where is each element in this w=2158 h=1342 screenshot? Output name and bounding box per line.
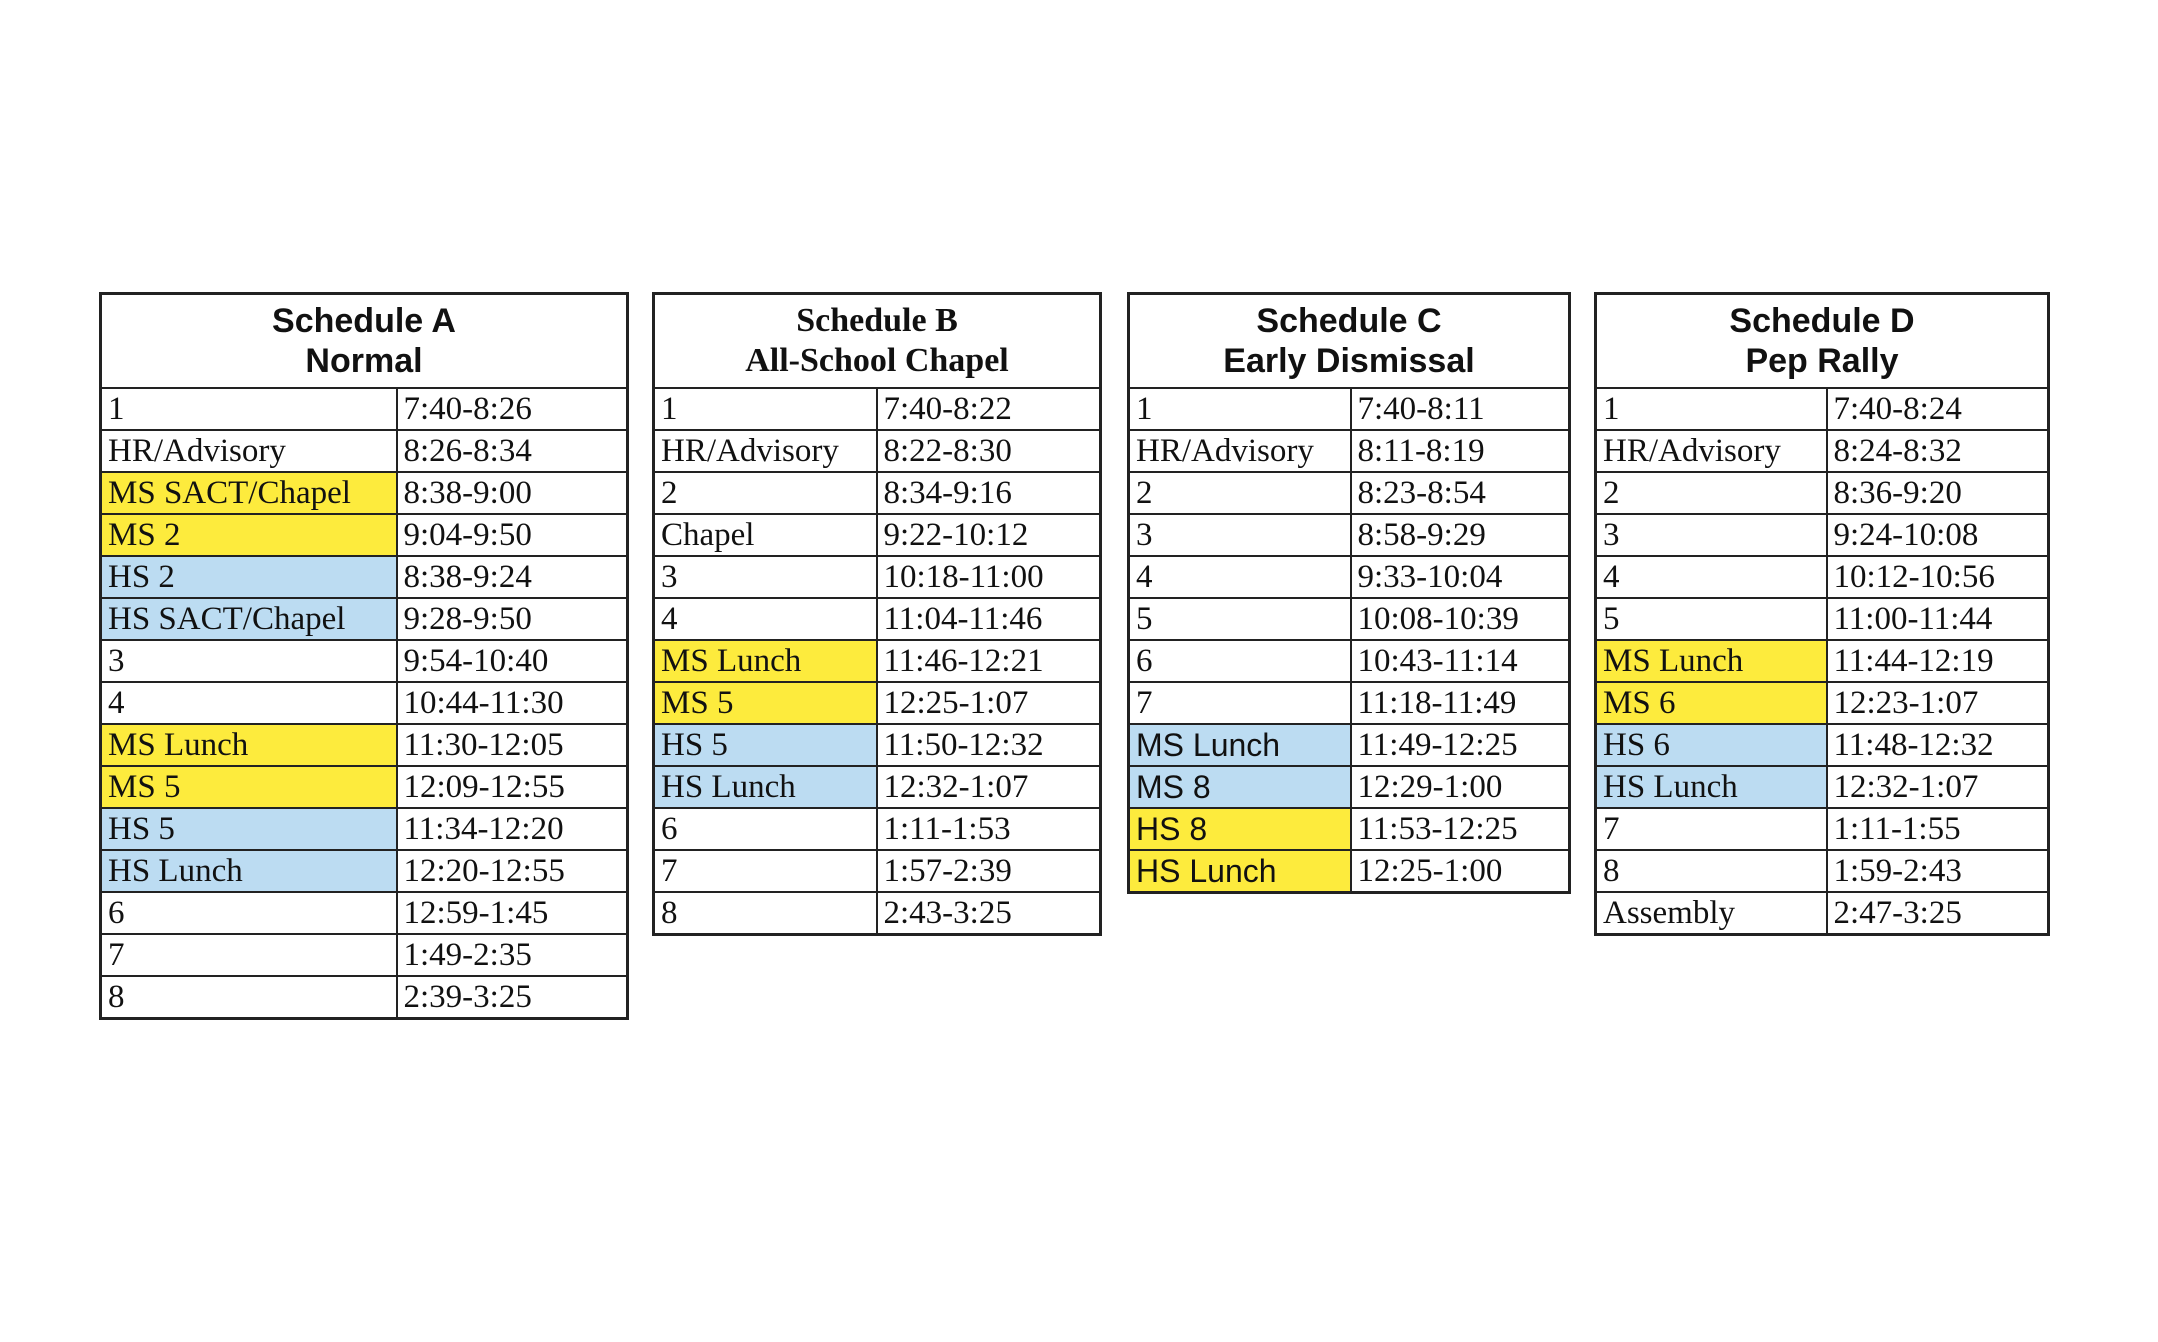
table-row bbox=[101, 766, 628, 808]
time-cell: 9:33-10:04 bbox=[1351, 556, 1570, 598]
period-cell: 5 bbox=[1596, 598, 1827, 640]
schedule-c-title: Schedule C bbox=[1256, 302, 1442, 340]
table-row bbox=[1596, 640, 2049, 682]
time-cell: 11:50-12:32 bbox=[877, 724, 1101, 766]
period-cell: HS Lunch bbox=[101, 850, 397, 892]
schedule-d-title: Schedule D bbox=[1729, 302, 1915, 340]
period-cell: 4 bbox=[1596, 556, 1827, 598]
time-cell: 11:53-12:25 bbox=[1351, 808, 1570, 850]
time-cell: 1:11-1:55 bbox=[1827, 808, 2049, 850]
time-cell: 11:00-11:44 bbox=[1827, 598, 2049, 640]
table-row bbox=[654, 598, 1101, 640]
table-row bbox=[101, 388, 628, 430]
period-cell: MS 8 bbox=[1129, 766, 1351, 808]
table-row bbox=[1129, 514, 1570, 556]
table-row bbox=[654, 388, 1101, 430]
time-cell: 8:38-9:00 bbox=[397, 472, 628, 514]
time-cell: 12:09-12:55 bbox=[397, 766, 628, 808]
period-cell: 8 bbox=[654, 892, 877, 935]
period-cell: 2 bbox=[654, 472, 877, 514]
table-row bbox=[101, 724, 628, 766]
schedule-a-table bbox=[99, 292, 629, 1020]
time-cell: 8:11-8:19 bbox=[1351, 430, 1570, 472]
time-cell: 11:46-12:21 bbox=[877, 640, 1101, 682]
time-cell: 7:40-8:11 bbox=[1351, 388, 1570, 430]
time-cell: 1:57-2:39 bbox=[877, 850, 1101, 892]
time-cell: 10:08-10:39 bbox=[1351, 598, 1570, 640]
table-row bbox=[1129, 472, 1570, 514]
period-cell: HR/Advisory bbox=[101, 430, 397, 472]
time-cell: 7:40-8:22 bbox=[877, 388, 1101, 430]
schedule-b-header bbox=[654, 294, 1101, 389]
table-row bbox=[101, 556, 628, 598]
period-cell: 7 bbox=[654, 850, 877, 892]
schedule-a-header bbox=[101, 294, 628, 389]
schedule-c-subtitle: Early Dismissal bbox=[1223, 342, 1475, 380]
period-cell: MS 5 bbox=[101, 766, 397, 808]
time-cell: 9:54-10:40 bbox=[397, 640, 628, 682]
time-cell: 10:12-10:56 bbox=[1827, 556, 2049, 598]
table-row bbox=[101, 430, 628, 472]
time-cell: 8:38-9:24 bbox=[397, 556, 628, 598]
time-cell: 9:24-10:08 bbox=[1827, 514, 2049, 556]
table-row bbox=[1596, 808, 2049, 850]
schedule-a-title: Schedule A bbox=[272, 302, 456, 340]
period-cell: MS 2 bbox=[101, 514, 397, 556]
time-cell: 12:29-1:00 bbox=[1351, 766, 1570, 808]
table-row bbox=[654, 430, 1101, 472]
schedule-d-subtitle: Pep Rally bbox=[1745, 342, 1899, 380]
time-cell: 11:04-11:46 bbox=[877, 598, 1101, 640]
table-row bbox=[654, 850, 1101, 892]
period-cell: HR/Advisory bbox=[654, 430, 877, 472]
time-cell: 8:24-8:32 bbox=[1827, 430, 2049, 472]
period-cell: 8 bbox=[1596, 850, 1827, 892]
table-row bbox=[1129, 430, 1570, 472]
time-cell: 11:49-12:25 bbox=[1351, 724, 1570, 766]
table-row bbox=[1129, 766, 1570, 808]
time-cell: 2:43-3:25 bbox=[877, 892, 1101, 935]
table-row bbox=[101, 472, 628, 514]
time-cell: 9:22-10:12 bbox=[877, 514, 1101, 556]
table-row bbox=[1596, 892, 2049, 935]
schedule-c-header bbox=[1129, 294, 1570, 389]
time-cell: 8:36-9:20 bbox=[1827, 472, 2049, 514]
schedule-b-subtitle: All-School Chapel bbox=[745, 342, 1009, 379]
period-cell: HS Lunch bbox=[1596, 766, 1827, 808]
time-cell: 9:04-9:50 bbox=[397, 514, 628, 556]
period-cell: 2 bbox=[1129, 472, 1351, 514]
table-row bbox=[101, 892, 628, 934]
period-cell: MS 6 bbox=[1596, 682, 1827, 724]
table-row bbox=[654, 808, 1101, 850]
period-cell: 3 bbox=[1596, 514, 1827, 556]
schedule-a-subtitle: Normal bbox=[305, 342, 423, 380]
table-row bbox=[1596, 388, 2049, 430]
time-cell: 8:22-8:30 bbox=[877, 430, 1101, 472]
table-row bbox=[101, 934, 628, 976]
schedule-b-title: Schedule B bbox=[796, 302, 958, 339]
period-cell: 6 bbox=[101, 892, 397, 934]
schedule-c-table bbox=[1127, 292, 1571, 894]
period-cell: 7 bbox=[101, 934, 397, 976]
time-cell: 12:20-12:55 bbox=[397, 850, 628, 892]
table-row bbox=[101, 976, 628, 1019]
table-row bbox=[1596, 766, 2049, 808]
table-row bbox=[1129, 598, 1570, 640]
time-cell: 2:39-3:25 bbox=[397, 976, 628, 1019]
period-cell: MS Lunch bbox=[101, 724, 397, 766]
period-cell: 4 bbox=[1129, 556, 1351, 598]
time-cell: 9:28-9:50 bbox=[397, 598, 628, 640]
period-cell: 1 bbox=[654, 388, 877, 430]
table-row bbox=[1596, 598, 2049, 640]
table-row bbox=[1129, 556, 1570, 598]
table-row bbox=[101, 850, 628, 892]
period-cell: MS Lunch bbox=[654, 640, 877, 682]
table-row bbox=[1129, 724, 1570, 766]
table-row bbox=[1596, 472, 2049, 514]
period-cell: HS 2 bbox=[101, 556, 397, 598]
period-cell: 6 bbox=[1129, 640, 1351, 682]
table-row bbox=[1596, 430, 2049, 472]
period-cell: MS Lunch bbox=[1596, 640, 1827, 682]
schedule-b-table bbox=[652, 292, 1102, 936]
period-cell: MS Lunch bbox=[1129, 724, 1351, 766]
table-row bbox=[654, 472, 1101, 514]
period-cell: 8 bbox=[101, 976, 397, 1019]
table-row bbox=[654, 892, 1101, 935]
table-row bbox=[1596, 514, 2049, 556]
period-cell: 7 bbox=[1129, 682, 1351, 724]
time-cell: 1:49-2:35 bbox=[397, 934, 628, 976]
table-row bbox=[1129, 808, 1570, 850]
period-cell: HS Lunch bbox=[1129, 850, 1351, 893]
time-cell: 12:23-1:07 bbox=[1827, 682, 2049, 724]
table-row bbox=[1596, 556, 2049, 598]
time-cell: 12:32-1:07 bbox=[877, 766, 1101, 808]
time-cell: 12:25-1:07 bbox=[877, 682, 1101, 724]
table-row bbox=[1596, 724, 2049, 766]
time-cell: 11:30-12:05 bbox=[397, 724, 628, 766]
period-cell: 5 bbox=[1129, 598, 1351, 640]
table-row bbox=[654, 640, 1101, 682]
time-cell: 11:18-11:49 bbox=[1351, 682, 1570, 724]
period-cell: HS SACT/Chapel bbox=[101, 598, 397, 640]
period-cell: MS 5 bbox=[654, 682, 877, 724]
period-cell: 3 bbox=[654, 556, 877, 598]
time-cell: 11:34-12:20 bbox=[397, 808, 628, 850]
schedule-d-header bbox=[1596, 294, 2049, 389]
table-row bbox=[1129, 682, 1570, 724]
period-cell: 4 bbox=[654, 598, 877, 640]
period-cell: 7 bbox=[1596, 808, 1827, 850]
period-cell: Assembly bbox=[1596, 892, 1827, 935]
period-cell: 3 bbox=[1129, 514, 1351, 556]
schedule-d-table bbox=[1594, 292, 2050, 936]
period-cell: 1 bbox=[1596, 388, 1827, 430]
table-row bbox=[101, 682, 628, 724]
time-cell: 11:48-12:32 bbox=[1827, 724, 2049, 766]
time-cell: 12:25-1:00 bbox=[1351, 850, 1570, 893]
time-cell: 12:32-1:07 bbox=[1827, 766, 2049, 808]
period-cell: HS 5 bbox=[101, 808, 397, 850]
time-cell: 8:58-9:29 bbox=[1351, 514, 1570, 556]
time-cell: 10:43-11:14 bbox=[1351, 640, 1570, 682]
period-cell: HS 5 bbox=[654, 724, 877, 766]
period-cell: HR/Advisory bbox=[1129, 430, 1351, 472]
time-cell: 1:11-1:53 bbox=[877, 808, 1101, 850]
table-row bbox=[101, 598, 628, 640]
table-row bbox=[654, 682, 1101, 724]
table-row bbox=[654, 766, 1101, 808]
period-cell: 1 bbox=[101, 388, 397, 430]
period-cell: HS 8 bbox=[1129, 808, 1351, 850]
period-cell: 3 bbox=[101, 640, 397, 682]
time-cell: 12:59-1:45 bbox=[397, 892, 628, 934]
time-cell: 7:40-8:24 bbox=[1827, 388, 2049, 430]
table-row bbox=[1129, 388, 1570, 430]
time-cell: 10:44-11:30 bbox=[397, 682, 628, 724]
time-cell: 8:26-8:34 bbox=[397, 430, 628, 472]
time-cell: 7:40-8:26 bbox=[397, 388, 628, 430]
time-cell: 2:47-3:25 bbox=[1827, 892, 2049, 935]
table-row bbox=[101, 514, 628, 556]
time-cell: 10:18-11:00 bbox=[877, 556, 1101, 598]
table-row bbox=[1129, 850, 1570, 893]
period-cell: 1 bbox=[1129, 388, 1351, 430]
period-cell: 4 bbox=[101, 682, 397, 724]
table-row bbox=[1596, 850, 2049, 892]
table-row bbox=[101, 808, 628, 850]
table-row bbox=[654, 724, 1101, 766]
table-row bbox=[1129, 640, 1570, 682]
period-cell: 6 bbox=[654, 808, 877, 850]
table-row bbox=[654, 514, 1101, 556]
time-cell: 8:23-8:54 bbox=[1351, 472, 1570, 514]
period-cell: Chapel bbox=[654, 514, 877, 556]
table-row bbox=[654, 556, 1101, 598]
period-cell: HS 6 bbox=[1596, 724, 1827, 766]
period-cell: MS SACT/Chapel bbox=[101, 472, 397, 514]
period-cell: HR/Advisory bbox=[1596, 430, 1827, 472]
period-cell: HS Lunch bbox=[654, 766, 877, 808]
period-cell: 2 bbox=[1596, 472, 1827, 514]
time-cell: 1:59-2:43 bbox=[1827, 850, 2049, 892]
time-cell: 8:34-9:16 bbox=[877, 472, 1101, 514]
table-row bbox=[1596, 682, 2049, 724]
table-row bbox=[101, 640, 628, 682]
time-cell: 11:44-12:19 bbox=[1827, 640, 2049, 682]
